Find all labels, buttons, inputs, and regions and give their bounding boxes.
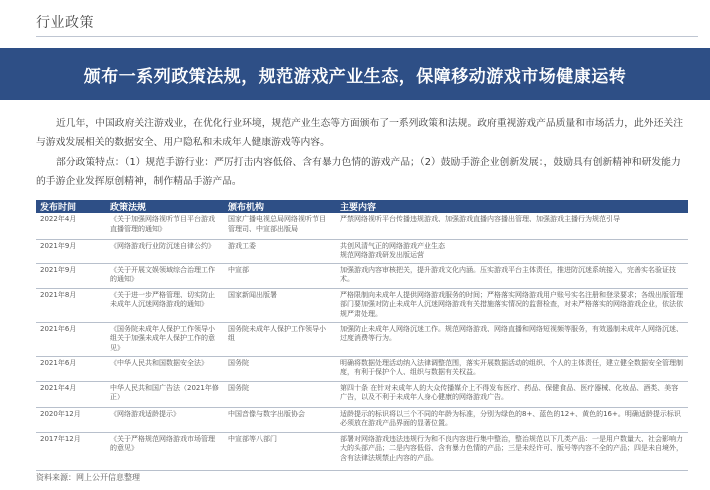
table-row <box>36 381 688 407</box>
header-content: 主要内容 <box>336 200 688 213</box>
cell-content: 加强防止未成年人网络沉迷工作。规范网络游戏、网络直播和网络短视频等服务，有效遏制未成年人网络沉迷、过度消费等行为。 <box>336 322 688 356</box>
header-policy: 政策法规 <box>106 200 224 213</box>
table-header-row <box>36 200 688 213</box>
table-row <box>36 213 688 239</box>
cell-agency: 国家广播电视总局网络视听节目管理司、中宣部出版局 <box>224 213 336 239</box>
cell-date: 2020年12月 <box>36 407 106 432</box>
cell-agency: 国务院 <box>224 356 336 381</box>
table-row <box>36 432 688 470</box>
cell-content: 共创风清气正的网络游戏产业生态 规范网络游戏研发出版运营 <box>336 239 688 263</box>
table-row <box>36 263 688 288</box>
intro-paragraph-2: 部分政策特点：（1）规范手游行业：严厉打击内容低俗、含有暴力色情的游戏产品；（2）鼓励手游企业创新发展：，鼓励具有创新精神和研发能力的手游企业发挥原创精神，制作精品手游产品。 <box>36 157 681 187</box>
cell-content: 严格限制向未成年人提供网络游戏服务的时间；严格落实网络游戏用户账号实名注册和登录要求；各级出版管理部门要加强对防止未成年人沉迷网络游戏有关措施落实情况的监督检查，对未严格落实的网络游戏企业，依法依规严肃处理。 <box>336 288 688 322</box>
cell-date: 2017年12月 <box>36 432 106 470</box>
cell-policy: 《关于严格规范网络游戏市场管理的意见》 <box>106 432 224 470</box>
cell-date: 2021年9月 <box>36 239 106 263</box>
table-row <box>36 288 688 322</box>
section-label: 行业政策 <box>36 15 94 31</box>
cell-content: 第四十条 在针对未成年人的大众传播媒介上不得发布医疗、药品、保健食品、医疗器械、化妆品、酒类、美容广告，以及不利于未成年人身心健康的网络游戏广告。 <box>336 381 688 407</box>
cell-agency: 国家新闻出版署 <box>224 288 336 322</box>
cell-policy: 《关于开展文娱领域综合治理工作的通知》 <box>106 263 224 288</box>
table-row <box>36 239 688 263</box>
cell-content: 严禁网络视听平台传播违规游戏、加强游戏直播内容播出管理、加强游戏主播行为规范引导 <box>336 213 688 239</box>
cell-content: 部署对网络游戏违法违规行为和不良内容进行集中整治，整治规范以下几类产品：一是用户数量大、社会影响力大的头部产品；二是内容低俗、含有暴力色情的产品；三是未经许可、版号等内容不全的产品；四是未自境外，含有法律法规禁止内容的产品。 <box>336 432 688 470</box>
cell-date: 2022年4月 <box>36 213 106 239</box>
cell-date: 2021年6月 <box>36 322 106 356</box>
header-agency: 颁布机构 <box>224 200 336 213</box>
cell-policy: 《中华人民共和国数据安全法》 <box>106 356 224 381</box>
intro-paragraph-1: 近几年，中国政府关注游戏业，在优化行业环境，规范产业生态等方面颁布了一系列政策和法规。政府重视游戏产品质量和市场活力，此外还关注与游戏发展相关的数据安全、用户隐私和未成年人健康游戏等内容。 <box>36 118 683 148</box>
table-row <box>36 322 688 356</box>
source-note: 资料来源：网上公开信息整理 <box>36 473 140 482</box>
cell-date: 2021年4月 <box>36 381 106 407</box>
cell-policy: 《国务院未成年人保护工作领导小组关于加强未成年人保护工作的意见》 <box>106 322 224 356</box>
table-row <box>36 356 688 381</box>
cell-policy: 《网络游戏适龄提示》 <box>106 407 224 432</box>
cell-content: 明确将数据处理活动纳入法律调整范围，落实开展数据活动的组织、个人的主体责任，建立健全数据安全管理制度，有利于保护个人、组织与数据有关权益。 <box>336 356 688 381</box>
cell-agency: 国务院 <box>224 381 336 407</box>
cell-agency: 中宣部等八部门 <box>224 432 336 470</box>
cell-agency: 游戏工委 <box>224 239 336 263</box>
section-divider <box>36 36 698 37</box>
cell-content: 适龄提示的标识将以三个不同的年龄为标准，分别为绿色的8+、蓝色的12+、黄色的16+。明确适龄提示标识必须放在游戏产品界面的显著位置。 <box>336 407 688 432</box>
cell-agency: 国务院未成年人保护工作领导小组 <box>224 322 336 356</box>
cell-policy: 《关于进一步严格管理、切实防止未成年人沉迷网络游戏的通知》 <box>106 288 224 322</box>
cell-policy: 中华人民共和国广告法（2021年修正） <box>106 381 224 407</box>
cell-agency: 中宣部 <box>224 263 336 288</box>
cell-content: 加强游戏内容审核把关，提升游戏文化内涵。压实游戏平台主体责任，推进防沉迷系统接入，完善实名验证技术。 <box>336 263 688 288</box>
header-date: 发布时间 <box>36 200 106 213</box>
policy-table <box>36 200 688 471</box>
title-banner <box>0 48 710 100</box>
cell-policy: 《关于加强网络视听节目平台游戏直播管理的通知》 <box>106 213 224 239</box>
cell-date: 2021年9月 <box>36 263 106 288</box>
cell-date: 2021年8月 <box>36 288 106 322</box>
cell-policy: 《网络游戏行业防沉迷自律公约》 <box>106 239 224 263</box>
banner-title: 颁布一系列政策法规，规范游戏产业生态，保障移动游戏市场健康运转 <box>83 66 627 87</box>
cell-date: 2021年6月 <box>36 356 106 381</box>
cell-agency: 中国音像与数字出版协会 <box>224 407 336 432</box>
table-row <box>36 407 688 432</box>
